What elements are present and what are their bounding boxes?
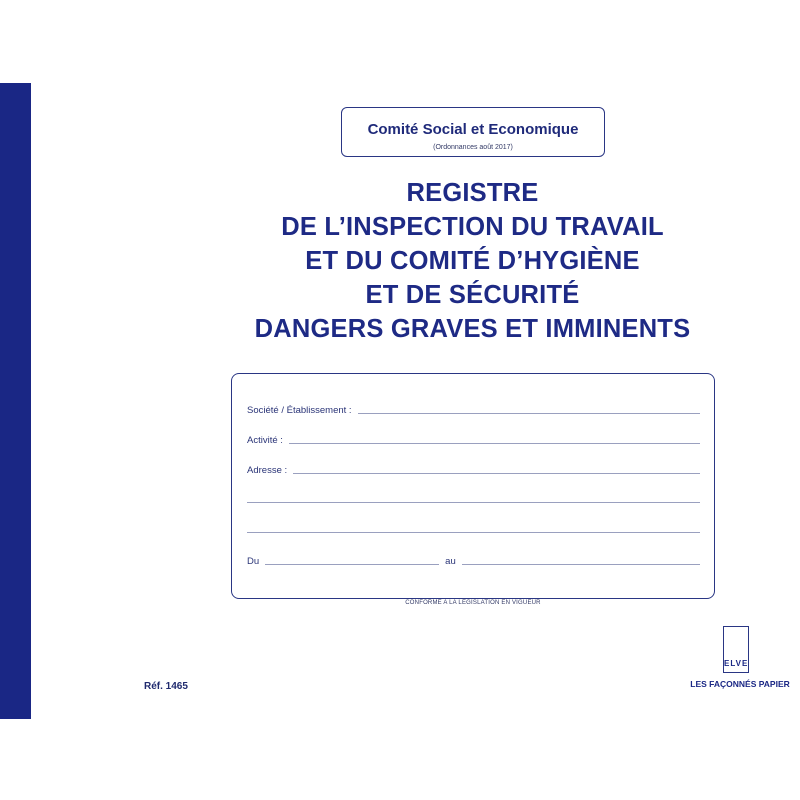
cse-header-box xyxy=(341,107,605,157)
activite-line xyxy=(289,443,700,444)
register-title xyxy=(200,176,745,346)
cover-spine xyxy=(0,83,31,719)
cse-title: Comité Social et Economique xyxy=(367,121,579,138)
au-line xyxy=(462,564,700,565)
title-line-4: ET DE SÉCURITÉ xyxy=(365,281,580,309)
maker-name: LES FAÇONNÉS PAPIER xyxy=(690,679,790,689)
adresse-line-2[interactable] xyxy=(247,502,700,503)
adresse-line xyxy=(293,473,700,474)
societe-line xyxy=(358,413,700,414)
title-line-3: ET DU COMITÉ D’HYGIÈNE xyxy=(305,247,640,275)
cse-subtitle: (Ordonnances août 2017) xyxy=(433,144,513,151)
adresse-field[interactable] xyxy=(247,461,700,477)
conformity-note: CONFORME A LA LEGISLATION EN VIGUEUR xyxy=(405,600,541,606)
period-field[interactable] xyxy=(247,552,700,568)
du-line xyxy=(265,564,439,565)
du-label: Du xyxy=(247,556,260,567)
logo-brand: ELVE xyxy=(724,659,749,668)
reference-number: Réf. 1465 xyxy=(144,681,188,692)
adresse-label: Adresse : xyxy=(247,465,288,476)
elve-logo xyxy=(723,626,749,673)
title-line-2: DE L’INSPECTION DU TRAVAIL xyxy=(281,213,664,241)
societe-field[interactable] xyxy=(247,401,700,417)
activite-label: Activité : xyxy=(247,435,283,446)
societe-label: Société / Établissement : xyxy=(247,405,352,416)
adresse-line-3[interactable] xyxy=(247,532,700,533)
au-label: au xyxy=(445,556,456,567)
crescent-icon xyxy=(727,631,745,657)
activite-field[interactable] xyxy=(247,431,700,447)
title-line-1: REGISTRE xyxy=(406,179,539,207)
title-line-5: DANGERS GRAVES ET IMMINENTS xyxy=(254,315,691,343)
establishment-form xyxy=(231,373,715,599)
